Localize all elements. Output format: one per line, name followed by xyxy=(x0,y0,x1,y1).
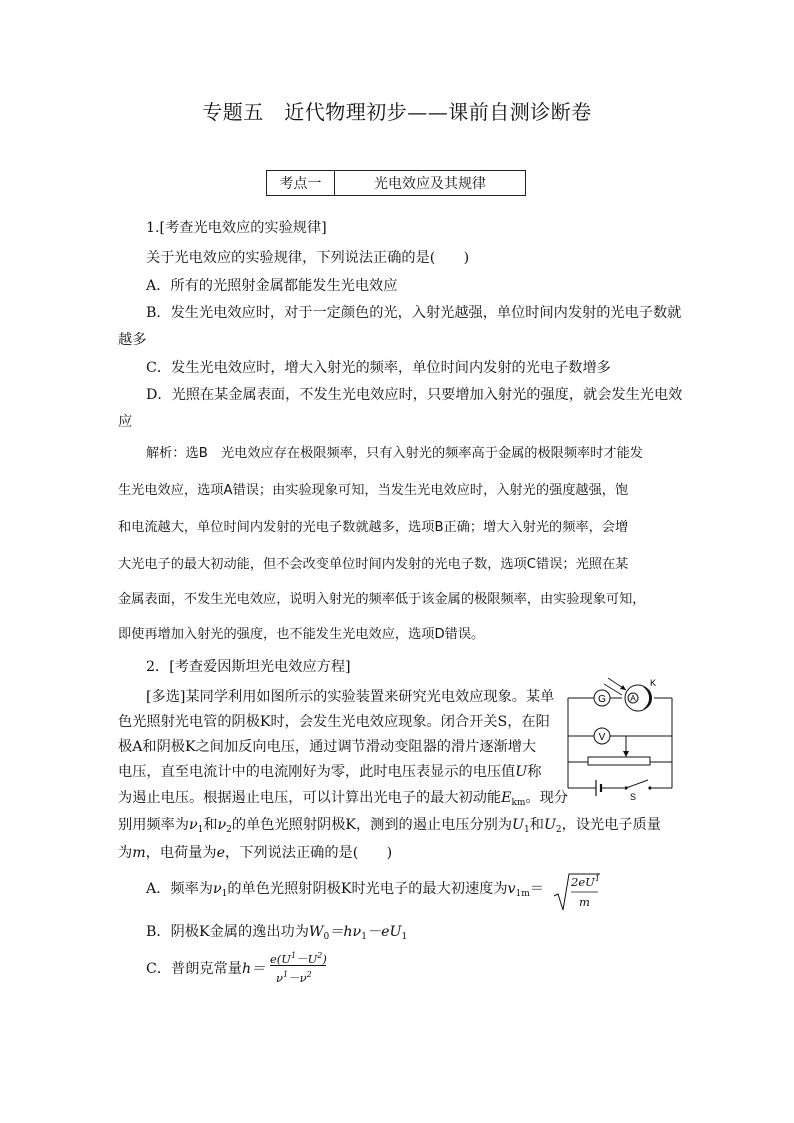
q2-para-line: 别用频率为$\nu_1$和$\nu_2$的单色光照射阴极K，测到的遏止电压分别为$U_1$和$U_2$，设光电子质量 xyxy=(118,817,661,835)
q2-option-b: B．阴极K金属的逸出功为$W_0=h\nu_1-eU_1$ xyxy=(146,924,408,942)
q2-para-line: 色光照射光电管的阴极K时，会发生光电效应现象。闭合开关S，在阳 xyxy=(118,714,550,730)
q1-analysis-line: 生光电效应，选项A错误；由实验现象可知，当发生光电效应时，入射光的强度越强，饱 xyxy=(118,483,629,498)
label-v: V xyxy=(598,732,606,743)
q2-para-line: [多选]某同学利用如图所示的实验装置来研究光电效应现象。某单 xyxy=(146,689,555,705)
kaodian-table xyxy=(266,170,526,196)
label-k: K xyxy=(650,678,657,688)
q2-para-line: 电压，直至电流计中的电流刚好为零，此时电压表显示的电压值U称 xyxy=(118,764,542,780)
frac-denominator: $\nu^1-\nu^2$ xyxy=(276,970,312,985)
label-a: A xyxy=(630,694,636,703)
q1-option-b-line1: B．发生光电效应时，对于一定颜色的光，入射光越强，单位时间内发射的光电子数就 xyxy=(146,305,682,321)
frac-bar xyxy=(270,965,326,966)
q1-option-d-line2: 应 xyxy=(118,414,133,430)
q1-heading: 1.[考查光电效应的实验规律] xyxy=(146,220,327,236)
q2-heading: 2．[考查爱因斯坦光电效应方程] xyxy=(146,659,351,675)
frac-numerator: $e(U^1-U^2)$ xyxy=(270,951,327,966)
label-s: S xyxy=(630,792,637,802)
q1-option-b-line2: 越多 xyxy=(118,332,147,348)
q2-option-c: C．普朗克常量h＝ xyxy=(146,961,266,977)
kaodian-number: 考点一 xyxy=(267,171,335,195)
sqrt-denominator: m xyxy=(579,895,590,909)
q1-stem: 关于光电效应的实验规律，下列说法正确的是( ) xyxy=(146,250,470,266)
q1-option-d-line1: D．光照在某金属表面，不发生光电效应时，只要增加入射光的强度，就会发生光电效 xyxy=(146,387,683,403)
q2-para-line: 极A和阴极K之间加反向电压，通过调节滑动变阻器的滑片逐渐增大 xyxy=(118,739,537,755)
page-title: 专题五 近代物理初步——课前自测诊断卷 xyxy=(202,100,592,124)
circuit-diagram xyxy=(560,676,680,802)
q2-option-a: A．频率为$\nu_1$的单色光照射阴极K时光电子的最大初速度为$v_{1m}=$ xyxy=(146,881,545,899)
q2-para-line: 为遏止电压。根据遏止电压，可以计算出光电子的最大初动能$E_{km}$。现分 xyxy=(118,790,569,808)
switch-icon xyxy=(626,780,648,788)
q1-analysis-line: 即使再增加入射光的强度，也不能发生光电效应，选项D错误。 xyxy=(118,627,485,642)
sqrt-numerator: $2eU^1$ xyxy=(571,874,600,889)
q2-para-line: 为m，电荷量为e，下列说法正确的是( ) xyxy=(118,845,393,861)
kaodian-name: 光电效应及其规律 xyxy=(374,176,486,192)
q1-analysis-line: 解析：选B 光电效应存在极限频率，只有入射光的频率高于金属的极限频率时才能发 xyxy=(146,446,643,461)
q1-option-a: A．所有的光照射金属都能发生光电效应 xyxy=(146,278,398,294)
q1-option-c: C．发生光电效应时，增大入射光的频率，单位时间内发射的光电子数增多 xyxy=(146,360,611,376)
q1-analysis-line: 金属表面，不发生光电效应，说明入射光的频率低于该金属的极限频率，由实验现象可知， xyxy=(118,592,646,607)
q1-analysis-line: 和电流越大，单位时间内发射的光电子数就越多，选项B正确；增大入射光的频率，会增 xyxy=(118,520,629,535)
label-g: G xyxy=(598,694,606,705)
q1-analysis-line: 大光电子的最大初动能，但不会改变单位时间内发射的光电子数，选项C错误；光照在某 xyxy=(118,557,629,572)
rheostat-icon xyxy=(588,757,650,765)
